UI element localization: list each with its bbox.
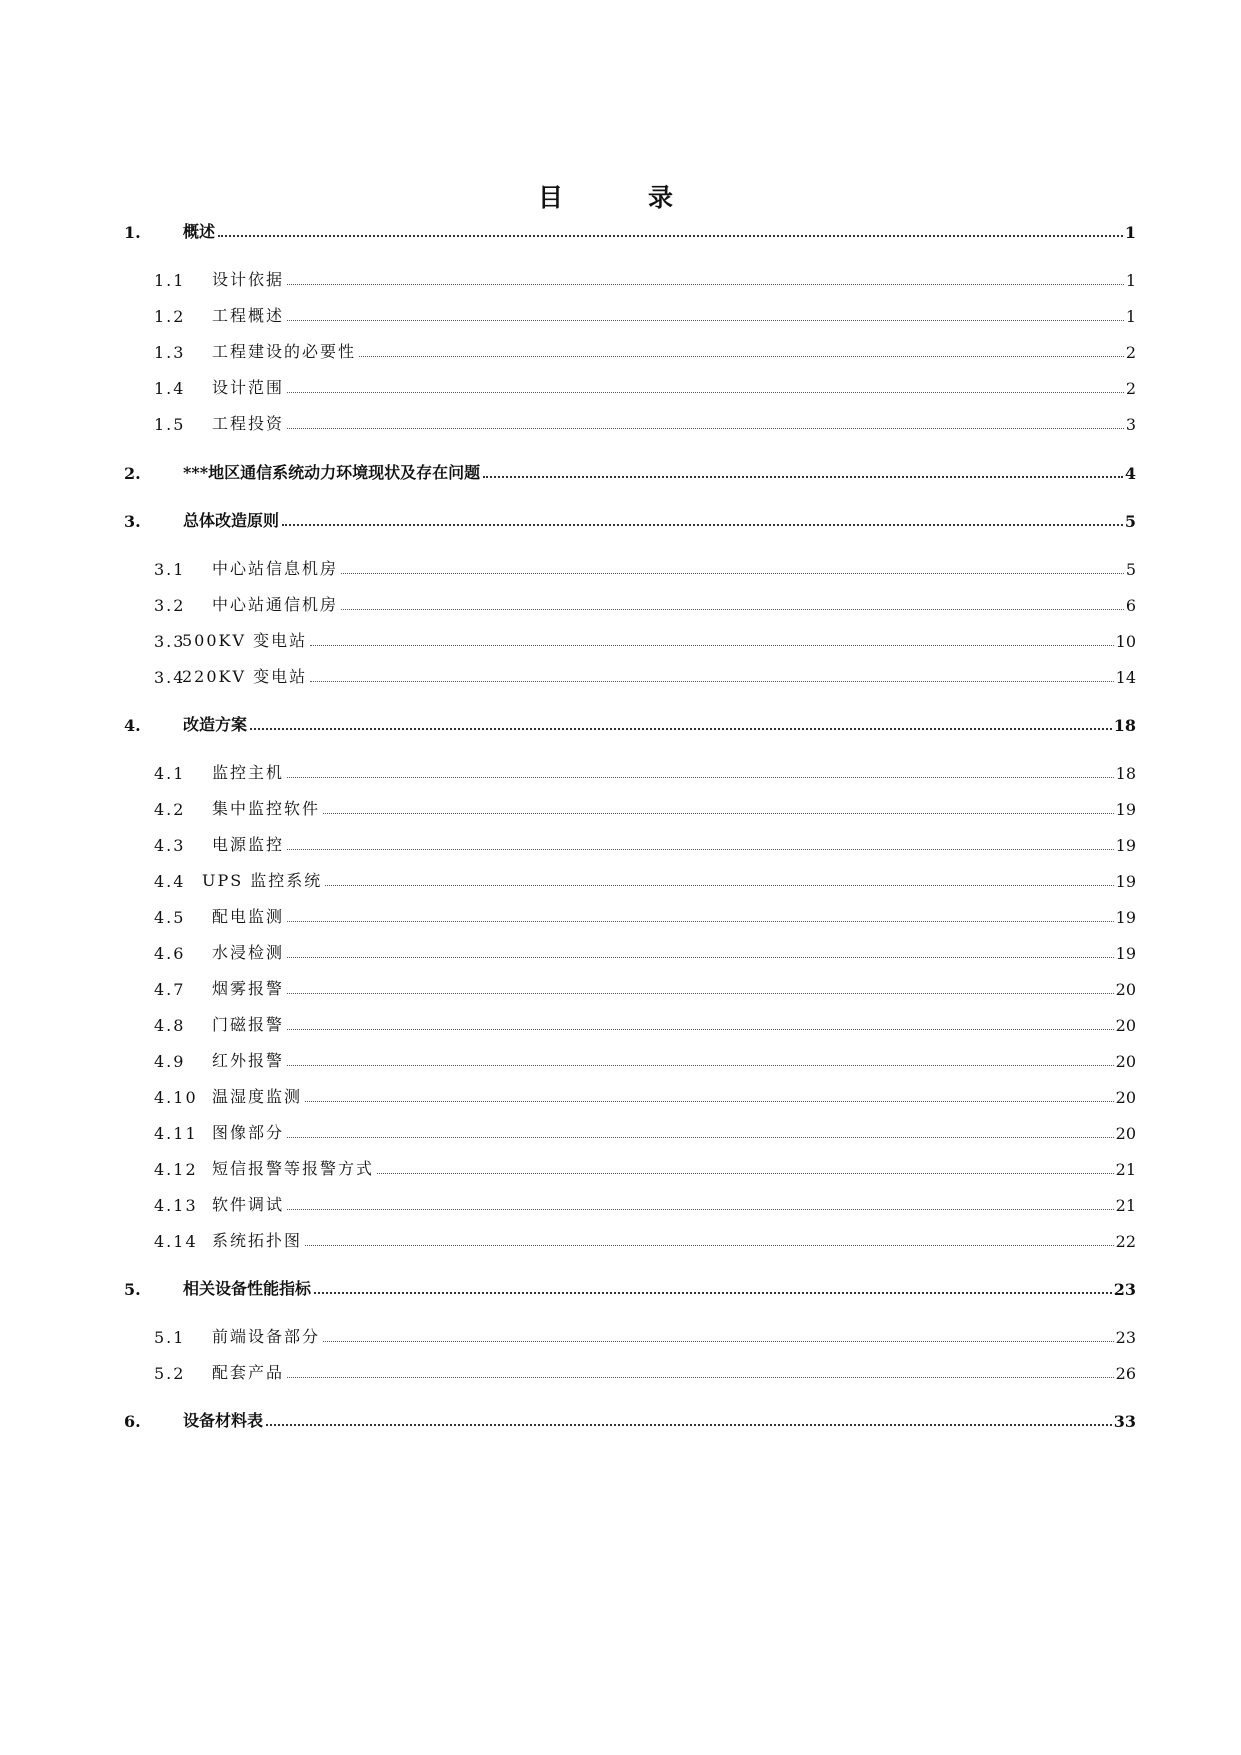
- toc-dot-leader: [323, 1341, 1114, 1342]
- toc-entry-number: 5.1: [154, 1328, 186, 1347]
- toc-entry-label: 总体改造原则: [183, 511, 280, 530]
- toc-dot-leader: [341, 573, 1124, 574]
- toc-entry-label: 概述: [183, 222, 216, 241]
- toc-page-number: 21: [1115, 1196, 1136, 1215]
- toc-section-row[interactable]: [124, 555, 1136, 579]
- toc-entry-number: 2.: [124, 464, 141, 483]
- toc-entry-number: 4.6: [154, 944, 186, 963]
- toc-entry-number: 4.7: [154, 980, 186, 999]
- toc-section-row[interactable]: [124, 410, 1136, 434]
- toc-entry-number: 1.5: [154, 415, 186, 434]
- toc-entry-number: 3.4: [154, 668, 186, 687]
- toc-page-number: 3: [1125, 415, 1136, 434]
- toc-dot-leader: [287, 428, 1124, 429]
- toc-section-row[interactable]: [124, 1155, 1136, 1179]
- toc-dot-leader: [287, 993, 1114, 994]
- toc-page-number: 23: [1113, 1280, 1136, 1299]
- toc-dot-leader: [266, 1424, 1112, 1426]
- toc-entry-label: 配套产品: [212, 1363, 285, 1382]
- toc-entry-number: 3.2: [154, 596, 186, 615]
- toc-entry-number: 3.1: [154, 560, 186, 579]
- toc-section-row[interactable]: [124, 795, 1136, 819]
- toc-entry-label: 软件调试: [212, 1195, 285, 1214]
- toc-entry-number: 4.10: [154, 1088, 198, 1107]
- toc-entry-number: 3.3: [154, 632, 186, 651]
- toc-page-number: 4: [1124, 464, 1136, 483]
- toc-page-number: 20: [1115, 1052, 1136, 1071]
- toc-entry-number: 6.: [124, 1412, 141, 1431]
- toc-page-number: 20: [1115, 1088, 1136, 1107]
- toc-entry-number: 4.2: [154, 800, 186, 819]
- toc-dot-leader: [305, 1101, 1114, 1102]
- toc-section-row[interactable]: [124, 338, 1136, 362]
- toc-section-row[interactable]: [124, 266, 1136, 290]
- toc-dot-leader: [483, 476, 1123, 478]
- toc-page-number: 14: [1115, 668, 1136, 687]
- toc-dot-leader: [287, 392, 1124, 393]
- toc-entry-label: 设计依据: [212, 270, 285, 289]
- toc-chapter-row[interactable]: [124, 1407, 1136, 1431]
- toc-page-number: 10: [1115, 632, 1136, 651]
- toc-entry-number: 4.14: [154, 1232, 198, 1251]
- toc-dot-leader: [287, 1209, 1114, 1210]
- toc-entry-label: 门磁报警: [212, 1015, 285, 1034]
- toc-entry-number: 1.3: [154, 343, 186, 362]
- toc-page-number: 1: [1125, 271, 1136, 290]
- toc-entry-label: 设备材料表: [183, 1411, 264, 1430]
- toc-entry-label: 短信报警等报警方式: [212, 1159, 375, 1178]
- toc-entry-label: 红外报警: [212, 1051, 285, 1070]
- toc-dot-leader: [218, 235, 1123, 237]
- toc-entry-number: 5.: [124, 1280, 141, 1299]
- toc-dot-leader: [250, 728, 1112, 730]
- toc-section-row[interactable]: [124, 663, 1136, 687]
- toc-entry-label: 相关设备性能指标: [183, 1279, 312, 1298]
- toc-section-row[interactable]: [124, 1227, 1136, 1251]
- toc-chapter-row[interactable]: [124, 507, 1136, 531]
- toc-entry-label: 集中监控软件: [212, 799, 321, 818]
- toc-page-number: 2: [1125, 343, 1136, 362]
- toc-section-row[interactable]: [124, 939, 1136, 963]
- toc-dot-leader: [341, 609, 1124, 610]
- toc-page-number: 19: [1115, 908, 1136, 927]
- toc-entry-number: 1.: [124, 223, 141, 242]
- toc-dot-leader: [287, 849, 1114, 850]
- toc-entry-number: 4.13: [154, 1196, 198, 1215]
- toc-entry-label: 220KV 变电站: [182, 667, 308, 686]
- toc-page-number: 19: [1115, 872, 1136, 891]
- toc-entry-number: 4.4: [154, 872, 186, 891]
- toc-entry-label: 工程投资: [212, 414, 285, 433]
- toc-dot-leader: [287, 777, 1114, 778]
- toc-dot-leader: [325, 885, 1113, 886]
- toc-dot-leader: [310, 681, 1114, 682]
- toc-entry-label: 前端设备部分: [212, 1327, 321, 1346]
- toc-chapter-row[interactable]: [124, 218, 1136, 242]
- toc-entry-label: 温湿度监测: [212, 1087, 303, 1106]
- toc-section-row[interactable]: [124, 591, 1136, 615]
- toc-dot-leader: [287, 1029, 1114, 1030]
- toc-entry-number: 4.5: [154, 908, 186, 927]
- toc-chapter-row[interactable]: [124, 459, 1136, 483]
- toc-page-number: 18: [1115, 764, 1136, 783]
- toc-section-row[interactable]: [124, 1047, 1136, 1071]
- toc-dot-leader: [305, 1245, 1114, 1246]
- toc-section-row[interactable]: [124, 759, 1136, 783]
- toc-entry-label: UPS 监控系统: [202, 871, 323, 890]
- toc-section-row[interactable]: [124, 1359, 1136, 1383]
- toc-section-row[interactable]: [124, 374, 1136, 398]
- toc-page-number: 22: [1115, 1232, 1136, 1251]
- toc-dot-leader: [287, 320, 1124, 321]
- toc-entry-number: 4.9: [154, 1052, 186, 1071]
- toc-page-number: 20: [1115, 1124, 1136, 1143]
- toc-page-number: 5: [1125, 560, 1136, 579]
- toc-dot-leader: [287, 1137, 1114, 1138]
- toc-page-number: 1: [1124, 223, 1136, 242]
- toc-entry-label: 配电监测: [212, 907, 285, 926]
- toc-section-row[interactable]: [124, 1119, 1136, 1143]
- toc-entry-label: 工程建设的必要性: [212, 342, 357, 361]
- toc-page-number: 23: [1115, 1328, 1136, 1347]
- toc-entry-label: 500KV 变电站: [182, 631, 308, 650]
- toc-page-number: 20: [1115, 980, 1136, 999]
- toc-dot-leader: [287, 921, 1114, 922]
- toc-section-row[interactable]: [124, 627, 1136, 651]
- toc-chapter-row[interactable]: [124, 711, 1136, 735]
- toc-page-number: 26: [1115, 1364, 1136, 1383]
- toc-chapter-row[interactable]: [124, 1275, 1136, 1299]
- toc-entry-label: 监控主机: [212, 763, 285, 782]
- toc-page-number: 21: [1115, 1160, 1136, 1179]
- toc-section-row[interactable]: [124, 867, 1136, 891]
- toc-entry-number: 3.: [124, 512, 141, 531]
- toc-page-number: 19: [1115, 836, 1136, 855]
- toc-entry-number: 4.11: [154, 1124, 198, 1143]
- toc-entry-label: 水浸检测: [212, 943, 285, 962]
- toc-page-number: 6: [1125, 596, 1136, 615]
- toc-entry-number: 1.4: [154, 379, 186, 398]
- toc-entry-number: 5.2: [154, 1364, 186, 1383]
- toc-section-row[interactable]: [124, 302, 1136, 326]
- toc-dot-leader: [287, 284, 1124, 285]
- toc-dot-leader: [359, 356, 1124, 357]
- toc-section-row[interactable]: [124, 1191, 1136, 1215]
- toc-page-number: 1: [1125, 307, 1136, 326]
- toc-entry-label: ***地区通信系统动力环境现状及存在问题: [183, 463, 481, 482]
- toc-dot-leader: [323, 813, 1114, 814]
- toc-section-row[interactable]: [124, 1011, 1136, 1035]
- toc-dot-leader: [282, 524, 1123, 526]
- page-title: 目 录: [537, 183, 703, 212]
- toc-entry-number: 1.2: [154, 307, 186, 326]
- toc-section-row[interactable]: [124, 1323, 1136, 1347]
- toc-section-row[interactable]: [124, 903, 1136, 927]
- toc-entry-number: 4.: [124, 716, 141, 735]
- toc-section-row[interactable]: [124, 975, 1136, 999]
- toc-dot-leader: [287, 1065, 1114, 1066]
- toc-entry-label: 烟雾报警: [212, 979, 285, 998]
- toc-entry-label: 设计范围: [212, 378, 285, 397]
- toc-dot-leader: [377, 1173, 1114, 1174]
- toc-entry-number: 4.12: [154, 1160, 198, 1179]
- toc-page-number: 2: [1125, 379, 1136, 398]
- toc-page-number: 19: [1115, 800, 1136, 819]
- toc-section-row[interactable]: [124, 831, 1136, 855]
- toc-entry-label: 系统拓扑图: [212, 1231, 303, 1250]
- toc-entry-label: 电源监控: [212, 835, 285, 854]
- toc-dot-leader: [287, 957, 1114, 958]
- toc-entry-label: 工程概述: [212, 306, 285, 325]
- toc-entry-label: 改造方案: [183, 715, 248, 734]
- toc-section-row[interactable]: [124, 1083, 1136, 1107]
- toc-entry-number: 4.1: [154, 764, 186, 783]
- toc-dot-leader: [310, 645, 1114, 646]
- toc-entry-number: 1.1: [154, 271, 186, 290]
- toc-entry-number: 4.3: [154, 836, 186, 855]
- toc-entry-label: 中心站通信机房: [212, 595, 339, 614]
- toc-page-number: 5: [1124, 512, 1136, 531]
- toc-page-number: 33: [1113, 1412, 1136, 1431]
- toc-page-number: 18: [1113, 716, 1136, 735]
- toc-dot-leader: [287, 1377, 1114, 1378]
- toc-dot-leader: [314, 1292, 1112, 1294]
- toc-page-number: 19: [1115, 944, 1136, 963]
- toc-entry-label: 中心站信息机房: [212, 559, 339, 578]
- toc-entry-number: 4.8: [154, 1016, 186, 1035]
- toc-page-number: 20: [1115, 1016, 1136, 1035]
- toc-entry-label: 图像部分: [212, 1123, 285, 1142]
